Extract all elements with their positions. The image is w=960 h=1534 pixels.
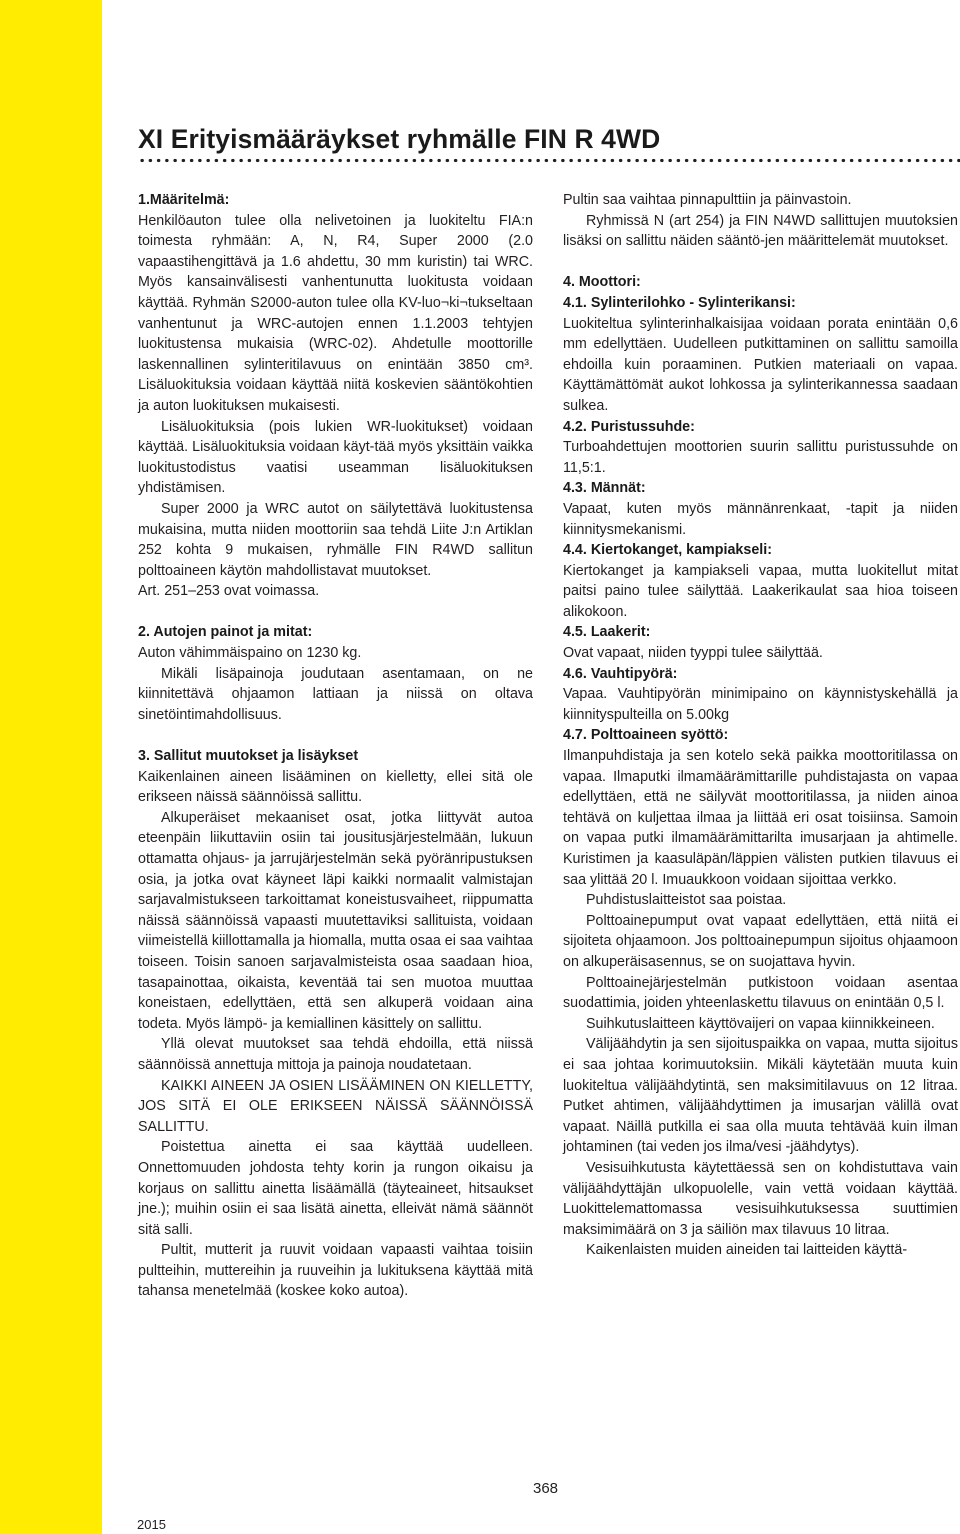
section-1-paragraph-1: Henkilöauton tulee olla nelivetoinen ja luokiteltu FIA:n toimesta ryhmään: A, N, R4, Super 2000 (2.0 vapaastihengittävä ja 1.6 ahdettu, 30 mm kuristin) tai WRC. Myös kansainvälisesti vanhentunutta luokitusta voidaan käyttää. Ryhmän S2000-auton tulee olla KV-luo¬ki¬tukseltaan vanhentunut ja WRC-autojen ennen 1.1.2003 tehtyjen luokitustensa mukaisia (WRC-02). Ahdetulle moottorille laskennallinen sylinteritilavuus on enintään 3850 cm³. Lisäluokituksia voidaan käyttää niitä koskevien sääntökohtien ja auton luokituksen mukaisesti. bbox=[138, 212, 533, 414]
section-4-6-heading: 4.6. Vauhtipyörä: bbox=[563, 665, 678, 682]
section-1-paragraph-4: Art. 251–253 ovat voimassa. bbox=[138, 583, 320, 600]
page-number: 368 bbox=[533, 1480, 559, 1497]
section-4-6-text: Vapaa. Vauhtipyörän minimipaino on käynnistyskehällä ja kiinnityspulteilla on 5.00kg bbox=[563, 686, 958, 723]
left-column bbox=[138, 190, 533, 1302]
section-4-7-paragraph-8: Kaikenlaisten muiden aineiden tai laitteiden käyttä- bbox=[586, 1242, 908, 1259]
section-4-1-text: Luokiteltua sylinterinhalkaisijaa voidaan porata enintään 0,6 mm edellyttäen. Uudelleen putkittaminen on sallittu samoilla ehdoilla kuin poraaminen. Putkien materiaali on vapaa. Käyttämättömät aukot lohkossa ja sylinterikannessa saadaan sulkea. bbox=[563, 315, 958, 414]
section-3-paragraph-6: Pultit, mutterit ja ruuvit voidaan vapaasti vaihtaa toisiin pultteihin, muttereihin ja ruuveihin ja lukituksena käyttää mitä tahansa menetelmää (koskee koko autoa). bbox=[138, 1242, 533, 1300]
page-title: XI Erityismääräykset ryhmälle FIN R 4WD bbox=[138, 124, 661, 154]
section-4-7-heading: 4.7. Polttoaineen syöttö: bbox=[563, 727, 729, 744]
section-4-7-paragraph-5: Suihkutuslaitteen käyttövaijeri on vapaa kiinnikkeineen. bbox=[586, 1015, 935, 1032]
dotted-divider bbox=[138, 158, 960, 163]
section-3-paragraph-2: Alkuperäiset mekaaniset osat, jotka liittyvät autoa eteenpäin liikuttaviin osiin tai jousitusjärjestelmään, lukuun ottamatta ohjaus- ja jarrujärjestelmän sekä pyöränripustuksen osia, ja jotka ovat käyneet läpi kaikki normaalit valmistajan sarjavalmistukseen tarkoittamat koneistusvaiheet, riippumatta näissä säännöissä vapaasti muutettaviksi sallituista, voidaan viimeistellä kiillottamalla ja hiomalla, mutta osaa ei saa vaihtaa toiseen. Toisin sanoen sarjavalmisteista osaa saadaan hioa, tasapainottaa, oikaista, keventää tai sen muotoa muuttaa koneistaen, edellyttäen, että sen alkuperä voidaan aina todeta. Myös lämpö- ja kemiallinen käsittely on sallittu. bbox=[138, 809, 533, 1032]
section-4-7-paragraph-3: Polttoainepumput ovat vapaat edellyttäen, että niitä ei sijoiteta ohjaamoon. Jos polttoainepumpun sijoitus ohjaamoon on alkuperäisasennus, se on suojattava hyvin. bbox=[563, 912, 958, 970]
section-2-paragraph-2: Mikäli lisäpainoja joudutaan asentamaan, on ne kiinnitettävä ohjaamon lattiaan ja niissä on oltava sinetöintimahdollisuus. bbox=[138, 665, 533, 723]
section-1-heading: 1.Määritelmä: bbox=[138, 192, 230, 208]
section-1-paragraph-3: Super 2000 ja WRC autot on säilytettävä luokitustensa mukaisina, mutta niiden moottoriin saa tehdä Liite J:n Artiklan 252 kohta 9 mukaisen, ryhmälle FIN R4WD sallitun polttoaineen käytön mahdollistavat muutokset. bbox=[138, 500, 533, 579]
section-3-paragraph-3: Yllä olevat muutokset saa tehdä ehdoilla, että niissä säännöissä annettuja mittoja ja painoja noudatetaan. bbox=[138, 1036, 533, 1073]
section-4-3-text: Vapaat, kuten myös männänrenkaat, -tapit ja niiden kiinnitysmekanismi. bbox=[563, 500, 958, 538]
section-4-heading: 4. Moottori: bbox=[563, 274, 641, 291]
section-4-1-heading: 4.1. Sylinterilohko - Sylinterikansi: bbox=[563, 294, 796, 311]
section-2-paragraph-1: Auton vähimmäispaino on 1230 kg. bbox=[138, 645, 362, 662]
section-3-paragraph-5: Poistettua ainetta ei saa käyttää uudelleen. Onnettomuuden johdosta tehty korin ja rungon oikaisu ja korjaus on sallittu ainetta lisäämällä (täyteaineet, hitsaukset jne.); muihin osiin ei saa lisätä ainetta, elleivät nämä säännöt sitä salli. bbox=[138, 1139, 533, 1238]
section-2-heading: 2. Autojen painot ja mitat: bbox=[138, 624, 313, 641]
section-4-4-text: Kiertokanget ja kampiakseli vapaa, mutta luokitellut mitat paitsi paino tulee säilyttää. Laakerikaulat saa hioa toiseen alikokoon. bbox=[563, 562, 958, 620]
section-4-7-paragraph-1: Ilmanpuhdistaja ja sen kotelo sekä paikka moottoritilassa on vapaa. Ilmaputki ilmamäärämittarille puhdistajasta on vapaa edellyttäen, että ne säilyvät moottoritilassa, ja niiden ainoa tehtävä on kuljettaa ilmaa ja liittää eri osat toisiinsa. Samoin on vapaa putki ilmamäärämittarilta imusarjaan ja ahtimelle. Kuristimen ja kaasuläpän/läppien välisten putkien tilavuus ei saa ylittää 20 l. Imuaukkoon voidaan sijoittaa verkko. bbox=[563, 748, 958, 888]
section-3-heading: 3. Sallitut muutokset ja lisäykset bbox=[138, 748, 359, 765]
section-4-7-paragraph-2: Puhdistuslaitteistot saa poistaa. bbox=[586, 892, 787, 909]
footer-year: 2015 bbox=[137, 1517, 166, 1532]
section-4-5-text: Ovat vapaat, niiden tyyppi tulee säilyttää. bbox=[563, 645, 823, 662]
section-4-3-heading: 4.3. Männät: bbox=[563, 480, 646, 497]
section-4-2-heading: 4.2. Puristussuhde: bbox=[563, 418, 695, 435]
section-4-4-heading: 4.4. Kiertokanget, kampiakseli: bbox=[563, 542, 772, 559]
section-3-paragraph-1: Kaikenlainen aineen lisääminen on kielletty, ellei sitä ole erikseen näissä säännöissä sallittu. bbox=[138, 768, 533, 806]
section-3-paragraph-4: KAIKKI AINEEN JA OSIEN LISÄÄMINEN ON KIELLETTY, JOS SITÄ EI OLE ERIKSEEN NÄISSÄ SÄÄNNÖISSÄ SALLITTU. bbox=[138, 1077, 533, 1135]
right-paragraph-0: Pultin saa vaihtaa pinnapulttiin ja päinvastoin. bbox=[563, 192, 852, 208]
section-4-7-paragraph-7: Vesisuihkutusta käytettäessä sen on kohdistuttava vain välijäähdyttäjän ulkopuolelle, vain vettä voidaan käyttää. Luokittelemattomassa vesisuihkutuksessa suuttimien maksimimäärä on 3 ja säiliön max tilavuus 10 litraa. bbox=[563, 1159, 958, 1238]
right-column bbox=[563, 190, 958, 1261]
section-4-2-text: Turboahdettujen moottorien suurin sallittu puristussuhde on 11,5:1. bbox=[563, 439, 958, 476]
section-4-7-paragraph-4: Polttoainejärjestelmän putkistoon voidaan asentaa suodattimia, joiden yhteenlaskettu tilavuus on enintään 0,5 l. bbox=[563, 974, 958, 1012]
yellow-margin-bar bbox=[0, 0, 102, 1534]
section-1-paragraph-2: Lisäluokituksia (pois lukien WR-luokitukset) voidaan käyttää. Lisäluokituksia voidaan käyt-tää myös yksittäin vaikka luokitustodistus vaatisi useamman lisäluokituksen yhdistämisen. bbox=[138, 418, 533, 497]
right-paragraph-1: Ryhmissä N (art 254) ja FIN N4WD sallittujen muutoksien lisäksi on sallittu näiden sääntö-jen määrittelemät muutokset. bbox=[563, 212, 958, 250]
section-4-5-heading: 4.5. Laakerit: bbox=[563, 624, 651, 641]
section-4-7-paragraph-6: Välijäähdytin ja sen sijoituspaikka on vapaa, mutta sijoitus ei saa johtaa korimuutoksiin. Mikäli käytetään muuta kuin luokiteltua välijäähdytintä, sen maksimitilavuus on 12 litraa. Putket ahtimen, välijäähdyttimen ja imusarjan välillä ovat vapaat. Näillä putkilla ei saa olla muuta tehtävää kuin ilman johtaminen (tai veden jos ilma/vesi -jäähdytys). bbox=[563, 1036, 958, 1156]
